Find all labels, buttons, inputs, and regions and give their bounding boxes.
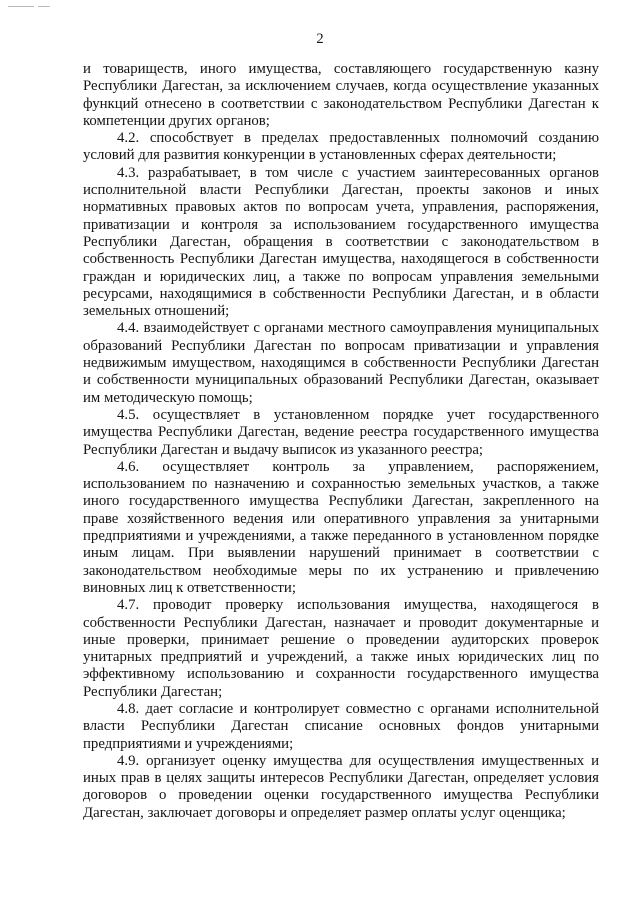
document-body (83, 61, 599, 822)
scan-artifact (8, 6, 34, 7)
paragraph-4-2: 4.2. способствует в пределах предоставленных полномочий созданию условий для развития конкуренции в установленных сферах деятельности; (83, 130, 599, 164)
paragraph-4-7: 4.7. проводит проверку использования имущества, находящегося в собственности Республики Дагестан, назначает и проводит документарные и иные проверки, принимает решение о проведении аудиторских проверок унитарных предприятий и учреждений, а также иных юридических лиц по эффективному использованию и сохранности государственного имущества Республики Дагестан; (83, 597, 599, 700)
scan-artifact (38, 6, 50, 7)
paragraph-4-9: 4.9. организует оценку имущества для осуществления имущественных и иных прав в целях защиты интересов Республики Дагестан, определяет условия договоров о проведении оценки государственного имущества Республики Дагестан, заключает договоры и определяет размер оплаты услуг оценщика; (83, 752, 599, 821)
paragraph-continuation: и товариществ, иного имущества, составляющего государственную казну Республики Дагестан, за исключением случаев, когда осуществление указанных функций отнесено в соответствии с законодательством Республики Дагестан к компетенции других органов; (83, 61, 599, 129)
page-number: 2 (316, 31, 324, 47)
paragraph-4-6: 4.6. осуществляет контроль за управлением, распоряжением, использованием по назначению и сохранностью земельных участков, а также иного государственного имущества Республики Дагестан, закрепленного на праве хозяйственного ведения или оперативного управления за унитарными предприятиями и учреждениями, а также переданного в установленном порядке иным лицам. При выявлении нарушений принимает в соответствии с законодательством необходимые меры по их устранению и привлечению виновных лиц к ответственности; (83, 458, 599, 596)
paragraph-4-4: 4.4. взаимодействует с органами местного самоуправления муниципальных образований Республики Дагестан по вопросам приватизации и управления недвижимым имуществом, находящимся в собственности Республики Дагестан и собственности муниципальных образований Республики Дагестан, оказывает им методическую помощь; (83, 320, 599, 406)
paragraph-4-3: 4.3. разрабатывает, в том числе с участием заинтересованных органов исполнительной власти Республики Дагестан, проекты законов и иных нормативных правовых актов по вопросам учета, управления, распоряжения, приватизации и контроля за использованием государственного имущества Республики Дагестан, обращения в соответствии с законодательством в собственность Республики Дагестан имущества, находящегося в собственности граждан и юридических лиц, а также по вопросам управления земельными ресурсами, находящимися в собственности Республики Дагестан, и в области земельных отношений; (83, 164, 599, 320)
paragraph-4-8: 4.8. дает согласие и контролирует совместно с органами исполнительной власти Республики Дагестан списание основных фондов унитарными предприятиями и учреждениями; (83, 700, 599, 752)
paragraph-4-5: 4.5. осуществляет в установленном порядке учет государственного имущества Республики Дагестан, ведение реестра государственного имущества Республики Дагестан и выдачу выписок из указанного реестра; (83, 406, 599, 458)
